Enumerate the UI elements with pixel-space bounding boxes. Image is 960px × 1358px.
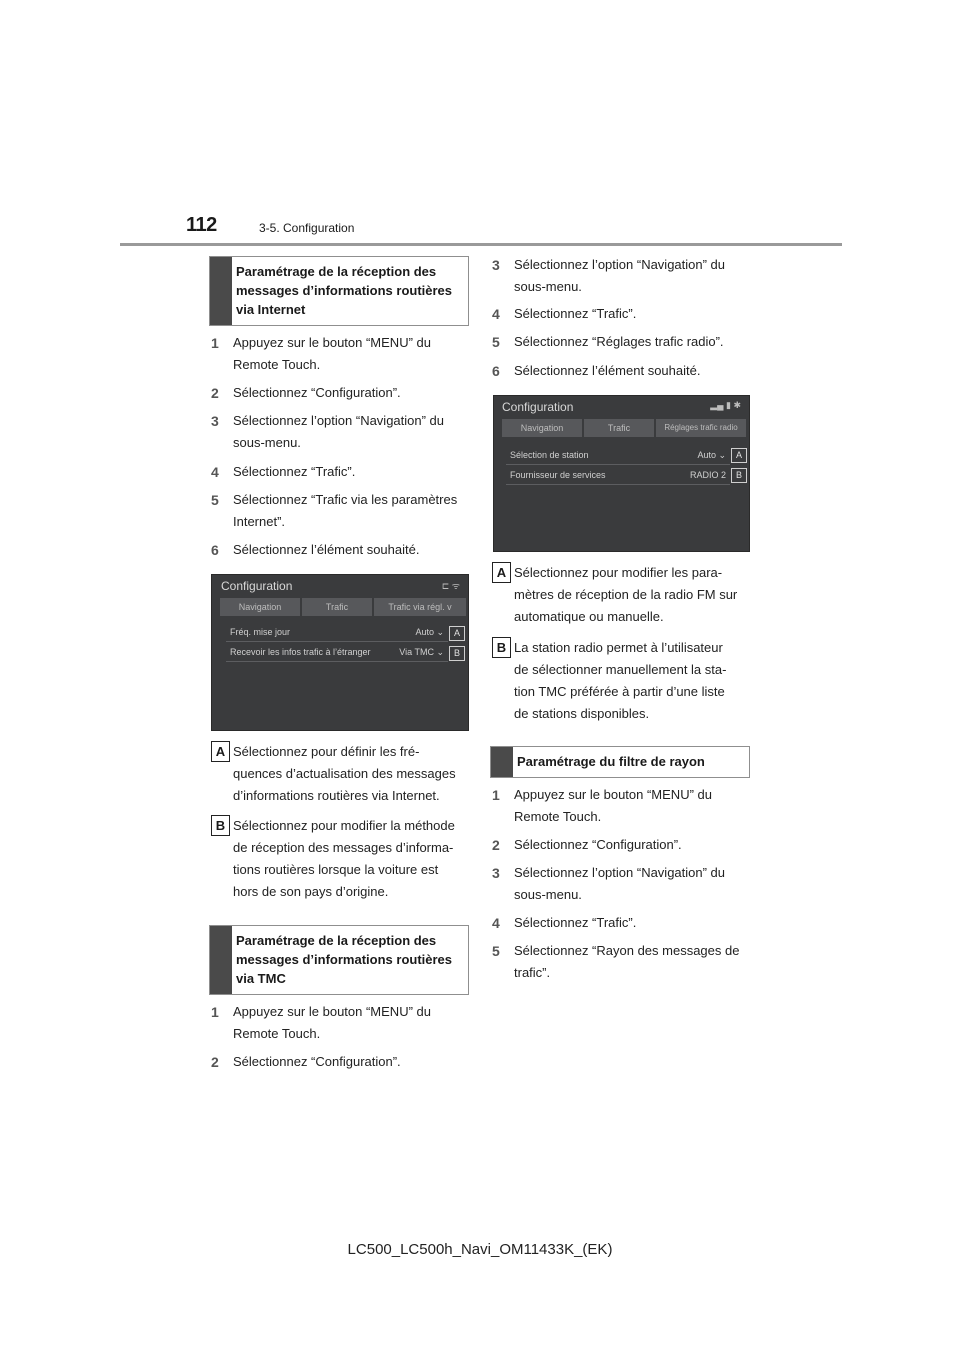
- step-item: [492, 862, 754, 906]
- setting-row-station-selection[interactable]: [506, 447, 730, 465]
- step-text: Sélectionnez l’élément souhaité.: [233, 542, 420, 557]
- status-icons: ▂▄ ▮ ✱: [710, 400, 741, 410]
- heading-line: Paramétrage de la réception des: [236, 264, 437, 279]
- step-text: Appuyez sur le bouton “MENU” du: [233, 1004, 431, 1019]
- setting-row-update-freq[interactable]: [226, 624, 448, 642]
- heading-box-radius-filter: [490, 746, 750, 778]
- step-text: Sélectionnez “Réglages trafic radio”.: [514, 334, 724, 349]
- step-number: 3: [492, 257, 500, 273]
- setting-row-service-provider[interactable]: [506, 467, 730, 485]
- label-badge: B: [492, 637, 511, 658]
- tab-trafic[interactable]: Trafic: [302, 598, 372, 616]
- description-a: [233, 741, 473, 807]
- step-text: sous-menu.: [514, 887, 582, 902]
- desc-line: hors de son pays d’origine.: [233, 884, 389, 899]
- tab-radio-traffic-settings[interactable]: Réglages trafic radio: [656, 419, 746, 437]
- step-number: 1: [211, 1004, 219, 1020]
- step-text: trafic”.: [514, 965, 551, 980]
- label-badge: B: [211, 815, 230, 836]
- setting-row-foreign-traffic[interactable]: [226, 644, 448, 662]
- step-number: 5: [492, 334, 500, 350]
- step-item: [211, 1051, 471, 1073]
- desc-line: quences d’actualisation des messages: [233, 766, 456, 781]
- step-text: Sélectionnez “Trafic”.: [514, 306, 637, 321]
- heading-line: via TMC: [236, 971, 286, 986]
- heading-line: Paramétrage de la réception des: [236, 933, 437, 948]
- screen-radio-traffic: [493, 395, 750, 552]
- heading-box-internet: [209, 256, 469, 326]
- step-number: 4: [211, 464, 219, 480]
- step-text: Appuyez sur le bouton “MENU” du: [233, 335, 431, 350]
- heading-line: messages d’informations routières: [236, 952, 453, 967]
- step-item: [492, 940, 754, 984]
- step-text: Remote Touch.: [233, 357, 321, 372]
- label-badge: A: [492, 562, 511, 583]
- desc-line: La station radio permet à l’utilisateur: [514, 640, 723, 655]
- step-number: 5: [492, 943, 500, 959]
- step-number: 2: [211, 385, 219, 401]
- desc-line: de sélectionner manuellement la sta-: [514, 662, 727, 677]
- screen-title: Configuration: [502, 400, 574, 414]
- desc-line: automatique ou manuelle.: [514, 609, 664, 624]
- step-item: [211, 489, 471, 533]
- desc-line: tion TMC préférée à partir d’une liste: [514, 684, 725, 699]
- step-item: [211, 410, 471, 454]
- desc-line: de stations disponibles.: [514, 706, 650, 721]
- row-value: Auto ⌄: [697, 450, 726, 460]
- step-text: Sélectionnez “Configuration”.: [514, 837, 682, 852]
- row-value: RADIO 2: [689, 470, 726, 480]
- step-text: Remote Touch.: [233, 1026, 321, 1041]
- step-item: [492, 331, 754, 353]
- callout-tag: A: [731, 448, 747, 463]
- description-b: [233, 815, 473, 903]
- row-label: Sélection de station: [510, 450, 589, 460]
- step-number: 5: [211, 492, 219, 508]
- callout-tag: B: [449, 646, 465, 661]
- desc-line: Sélectionnez pour modifier les para-: [514, 565, 723, 580]
- step-item: [492, 254, 754, 298]
- step-item: [211, 332, 471, 376]
- step-item: [492, 303, 754, 325]
- description-b: [514, 637, 754, 725]
- tab-navigation[interactable]: Navigation: [220, 598, 300, 616]
- callout-tag: A: [449, 626, 465, 641]
- step-item: [492, 784, 754, 828]
- heading-line: messages d’informations routières: [236, 283, 453, 298]
- header-rule: [120, 243, 842, 246]
- step-number: 6: [211, 542, 219, 558]
- step-number: 4: [492, 915, 500, 931]
- label-badge: A: [211, 741, 230, 762]
- step-number: 3: [211, 413, 219, 429]
- step-number: 2: [492, 837, 500, 853]
- screen-title: Configuration: [221, 579, 293, 593]
- tab-navigation[interactable]: Navigation: [502, 419, 582, 437]
- step-text: sous-menu.: [233, 435, 301, 450]
- tab-trafic-internet[interactable]: Trafic via régl. v: [374, 598, 466, 616]
- heading-box-tmc: [209, 925, 469, 995]
- row-label: Fréq. mise jour: [230, 627, 291, 637]
- tab-trafic[interactable]: Trafic: [584, 419, 654, 437]
- step-item: [211, 382, 471, 404]
- step-number: 6: [492, 363, 500, 379]
- step-number: 1: [492, 787, 500, 803]
- step-item: [211, 539, 471, 561]
- status-icons: ⊏ ᯤ: [441, 581, 460, 591]
- step-item: [492, 360, 754, 382]
- desc-line: tions routières lorsque la voiture est: [233, 862, 439, 877]
- row-value: Auto ⌄: [415, 627, 444, 637]
- step-number: 4: [492, 306, 500, 322]
- heading-line: Paramétrage du filtre de rayon: [517, 754, 705, 769]
- step-text: Sélectionnez l’élément souhaité.: [514, 363, 701, 378]
- step-text: Sélectionnez “Trafic via les paramètres: [233, 492, 458, 507]
- step-number: 2: [211, 1054, 219, 1070]
- step-text: Remote Touch.: [514, 809, 602, 824]
- step-item: [492, 834, 754, 856]
- row-label: Recevoir les infos trafic à l’étranger: [230, 647, 371, 657]
- step-text: Sélectionnez “Configuration”.: [233, 385, 401, 400]
- desc-line: d’informations routières via Internet.: [233, 788, 440, 803]
- footer-model-code: LC500_LC500h_Navi_OM11433K_(EK): [347, 1241, 613, 1258]
- screen-internet-traffic: [211, 574, 469, 731]
- heading-line: via Internet: [236, 302, 306, 317]
- callout-tag: B: [731, 468, 747, 483]
- section-title: 3-5. Configuration: [259, 221, 355, 235]
- step-text: Sélectionnez l’option “Navigation” du: [514, 865, 726, 880]
- step-item: [211, 461, 471, 483]
- step-number: 1: [211, 335, 219, 351]
- description-a: [514, 562, 754, 628]
- step-text: Sélectionnez l’option “Navigation” du: [233, 413, 445, 428]
- row-value: Via TMC ⌄: [399, 647, 444, 657]
- row-label: Fournisseur de services: [510, 470, 606, 480]
- desc-line: de réception des messages d’informa-: [233, 840, 454, 855]
- desc-line: mètres de réception de la radio FM sur: [514, 587, 738, 602]
- step-text: Sélectionnez “Trafic”.: [233, 464, 356, 479]
- step-text: Internet”.: [233, 514, 286, 529]
- desc-line: Sélectionnez pour définir les fré-: [233, 744, 420, 759]
- step-text: sous-menu.: [514, 279, 582, 294]
- step-number: 3: [492, 865, 500, 881]
- step-item: [492, 912, 754, 934]
- step-text: Sélectionnez “Rayon des messages de: [514, 943, 740, 958]
- step-text: Sélectionnez l’option “Navigation” du: [514, 257, 726, 272]
- step-text: Sélectionnez “Trafic”.: [514, 915, 637, 930]
- step-text: Sélectionnez “Configuration”.: [233, 1054, 401, 1069]
- desc-line: Sélectionnez pour modifier la méthode: [233, 818, 455, 833]
- step-item: [211, 1001, 471, 1045]
- step-text: Appuyez sur le bouton “MENU” du: [514, 787, 712, 802]
- page-number: 112: [186, 214, 217, 236]
